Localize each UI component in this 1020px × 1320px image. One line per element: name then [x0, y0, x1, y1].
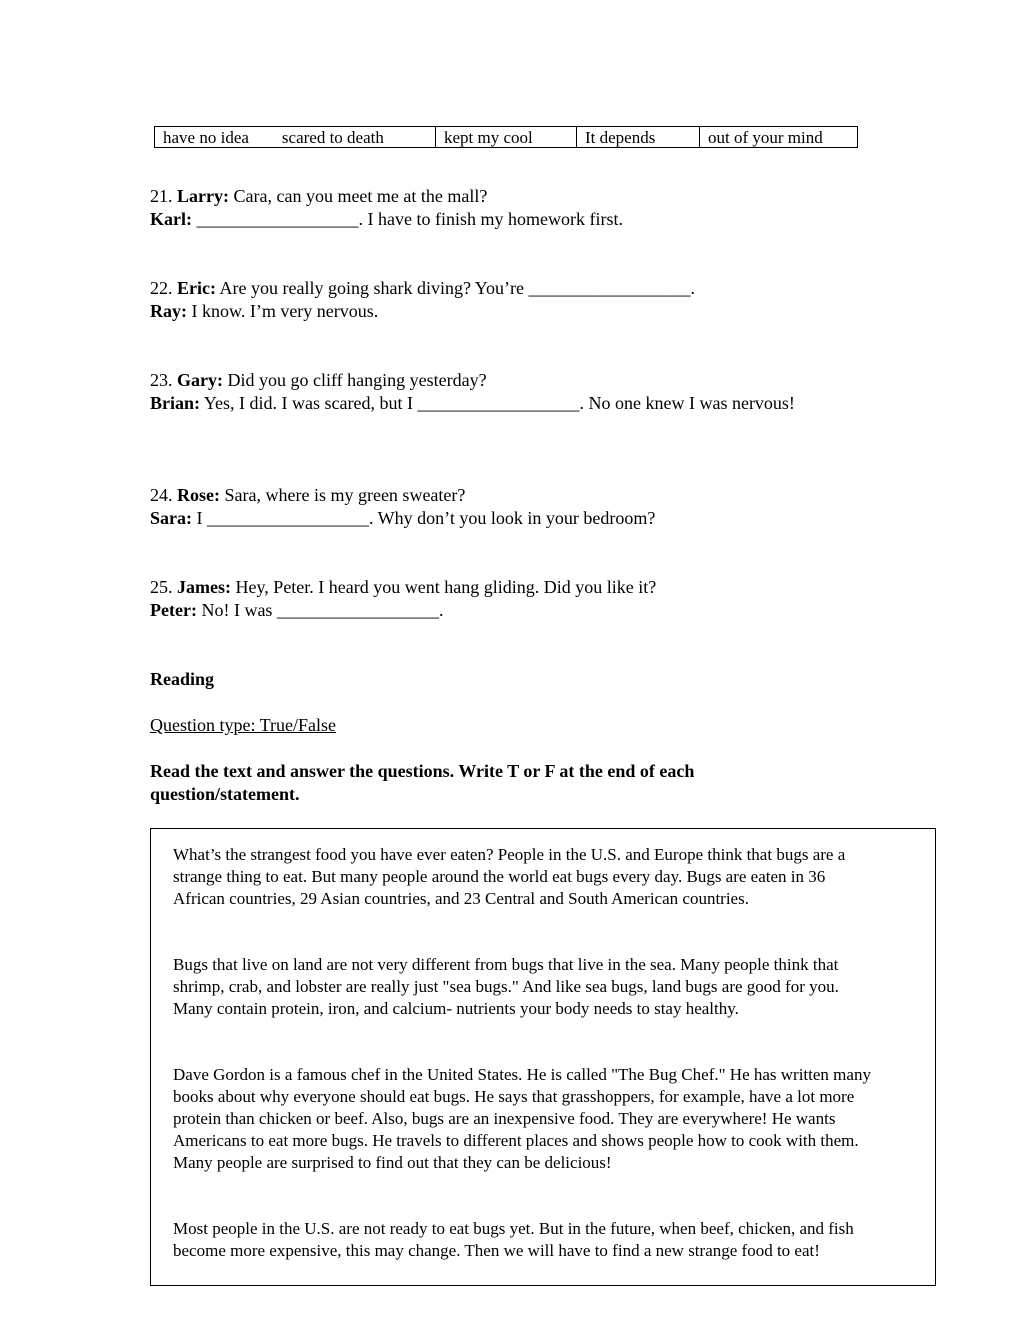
dialogue-line: Sara: I __________________. Why don’t you look in your bedroom?: [150, 508, 656, 528]
speaker: Rose:: [177, 485, 220, 505]
dialogue-line: Brian: Yes, I did. I was scared, but I __________________. No one knew I was nervous!: [150, 393, 795, 413]
word-bank-item: have no idea scared to death: [163, 128, 384, 147]
word-bank-item: out of your mind: [699, 127, 857, 147]
speaker: Eric:: [177, 278, 216, 298]
speaker: Ray:: [150, 301, 187, 321]
dialogue-line: 23. Gary: Did you go cliff hanging yesterday?: [150, 370, 487, 390]
reading-passage-box: [150, 828, 936, 1286]
passage-paragraph: Bugs that live on land are not very different from bugs that live in the sea. Many people think that shrimp, crab, and lobster are really just "sea bugs." And like sea bugs, land bugs are good for you. Many contain protein, iron, and calcium- nutrients your body needs to stay healthy.: [173, 955, 839, 1018]
word-bank-item: kept my cool: [435, 127, 576, 147]
speaker: Gary:: [177, 370, 223, 390]
speaker: Peter:: [150, 600, 197, 620]
question-type: Question type: True/False: [150, 715, 337, 735]
passage-paragraph: What’s the strangest food you have ever eaten? People in the U.S. and Europe think that bugs are a strange thing to eat. But many people around the world eat bugs every day. Bugs are eaten in 36 African countries, 29 Asian countries, and 23 Central and South American countries.: [173, 845, 846, 908]
speaker: Sara:: [150, 508, 192, 528]
speaker: Brian:: [150, 393, 201, 413]
reading-instructions: Read the text and answer the questions. Write T or F at the end of each question/statement.: [150, 761, 695, 804]
answer-blank[interactable]: __________________: [276, 600, 439, 620]
speaker: Karl:: [150, 209, 192, 229]
answer-blank[interactable]: __________________: [417, 393, 580, 413]
dialogue-24: [150, 484, 850, 530]
dialogue-line: Ray: I know. I’m very nervous.: [150, 301, 379, 321]
dialogue-line: 22. Eric: Are you really going shark diving? You’re __________________.: [150, 278, 695, 298]
speaker: Larry:: [177, 186, 229, 206]
dialogue-line: 24. Rose: Sara, where is my green sweater?: [150, 485, 466, 505]
dialogue-line: Karl: __________________. I have to finish my homework first.: [150, 209, 623, 229]
dialogue-line: 21. Larry: Cara, can you meet me at the mall?: [150, 186, 488, 206]
answer-blank[interactable]: __________________: [196, 209, 359, 229]
dialogue-22: [150, 277, 850, 323]
speaker: James:: [177, 577, 231, 597]
dialogue-line: 25. James: Hey, Peter. I heard you went hang gliding. Did you like it?: [150, 577, 657, 597]
passage-paragraph: Dave Gordon is a famous chef in the United States. He is called "The Bug Chef." He has written many books about why everyone should eat bugs. He says that grasshoppers, for example, have a lot more protein than chicken or beef. Also, bugs are an inexpensive food. They are everywhere! He wants Americans to eat more bugs. He travels to different places and shows people how to cook with them. Many people are surprised to find out that they can be delicious!: [173, 1065, 871, 1172]
passage-paragraph: Most people in the U.S. are not ready to eat bugs yet. But in the future, when beef, chicken, and fish become more expensive, this may change. Then we will have to find a new strange food to eat!: [173, 1219, 854, 1260]
answer-blank[interactable]: __________________: [207, 508, 369, 528]
dialogue-line: Peter: No! I was __________________.: [150, 600, 444, 620]
dialogue-23: [150, 369, 818, 415]
word-bank-item: It depends: [576, 127, 699, 147]
reading-heading: Reading: [150, 669, 215, 689]
answer-blank[interactable]: __________________: [528, 278, 691, 298]
dialogue-21: [150, 185, 850, 231]
dialogue-25: [150, 576, 850, 622]
word-bank: [154, 126, 858, 148]
